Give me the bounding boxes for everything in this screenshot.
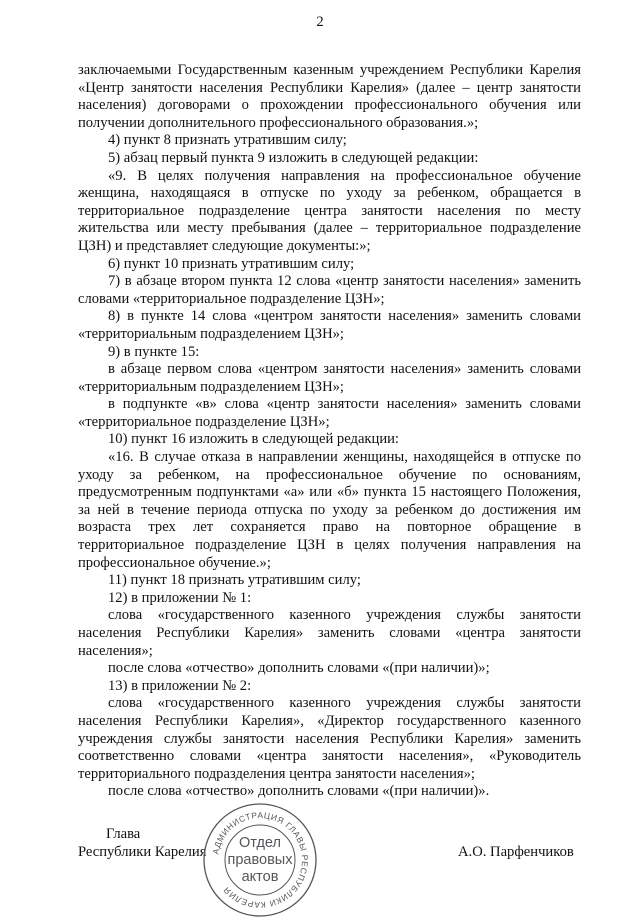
document-body [78, 62, 581, 801]
paragraph: 13) в приложении № 2: [108, 677, 252, 694]
paragraph: 11) пункт 18 признать утратившим силу; [108, 572, 361, 589]
paragraph: «9. В целях получения направления на профессиональное обучение женщина, находящаяся в отпуске по уходу за ребенком, обращается в территориальное подразделение центра занятости населения по месту жительства или месту пребывания (далее – территориальное подразделение ЦЗН) и представляет следующие документы:»; [78, 167, 581, 254]
paragraph: 12) в приложении № 1: [108, 589, 252, 606]
stamp-line-2: правовых [227, 852, 293, 868]
stamp-seal [199, 799, 321, 921]
paragraph: 5) абзац первый пункта 9 изложить в следующей редакции: [108, 149, 479, 166]
paragraph: слова «государственного казенного учреждения службы занятости населения Республики Карелия», «Директор государственного казенного учреждения службы занятости населения Республики Карелия» заменить соответственно словами «центра занятости населения», «Руководитель территориального подразделения центра занятости населения»; [78, 695, 581, 782]
paragraph: слова «государственного казенного учреждения службы занятости населения Республики Карелия» заменить словами «центра занятости населения»; [78, 607, 581, 659]
stamp-line-3: актов [241, 869, 279, 885]
paragraph: 4) пункт 8 признать утратившим силу; [108, 132, 347, 149]
paragraph: 6) пункт 10 признать утратившим силу; [108, 255, 355, 272]
stamp-line-1: Отдел [239, 835, 281, 851]
paragraph: после слова «отчество» дополнить словами «(при наличии)»; [108, 660, 490, 677]
stamp-ring-text: АДМИНИСТРАЦИЯ ГЛАВЫ РЕСПУБЛИКИ КАРЕЛИЯ [210, 809, 311, 911]
signatory-name: А.О. Парфенчиков [458, 844, 574, 860]
page-number: 2 [316, 14, 324, 30]
paragraph: после слова «отчество» дополнить словами «(при наличии)». [108, 783, 490, 800]
paragraph: 9) в пункте 15: [108, 343, 200, 360]
signature-title: Глава [106, 826, 141, 842]
paragraph: 10) пункт 16 изложить в следующей редакции: [108, 431, 399, 448]
paragraph: в абзаце первом слова «центром занятости населения» заменить словами «территориальным подразделением ЦЗН»; [78, 361, 581, 395]
paragraph: заключаемыми Государственным казенным учреждением Республики Карелия «Центр занятости населения Республики Карелия» (далее – центр занятости населения) договорами о прохождении профессионального обучения или получении дополнительного профессионального образования.»; [78, 62, 581, 131]
paragraph: 7) в абзаце втором пункта 12 слова «центр занятости населения» заменить словами «территориальное подразделение ЦЗН»; [78, 273, 581, 307]
paragraph: «16. В случае отказа в направлении женщины, находящейся в отпуске по уходу за ребенком, на профессиональное обучение по основаниям, предусмотренным подпунктами «а» или «б» пункта 15 настоящего Положения, за ней в течение периода отпуска по уходу за ребенком до достижения им возраста трех лет сохраняется право на повторное обращение в территориальное подразделение ЦЗН в целях получения направления на профессиональное обучение.»; [78, 449, 581, 571]
paragraph: 8) в пункте 14 слова «центром занятости населения» заменить словами «территориальным подразделением ЦЗН»; [78, 308, 581, 342]
paragraph: в подпункте «в» слова «центр занятости населения» заменить словами «территориальное подразделение ЦЗН»; [78, 396, 581, 430]
signature-organization: Республики Карелия [78, 844, 207, 860]
